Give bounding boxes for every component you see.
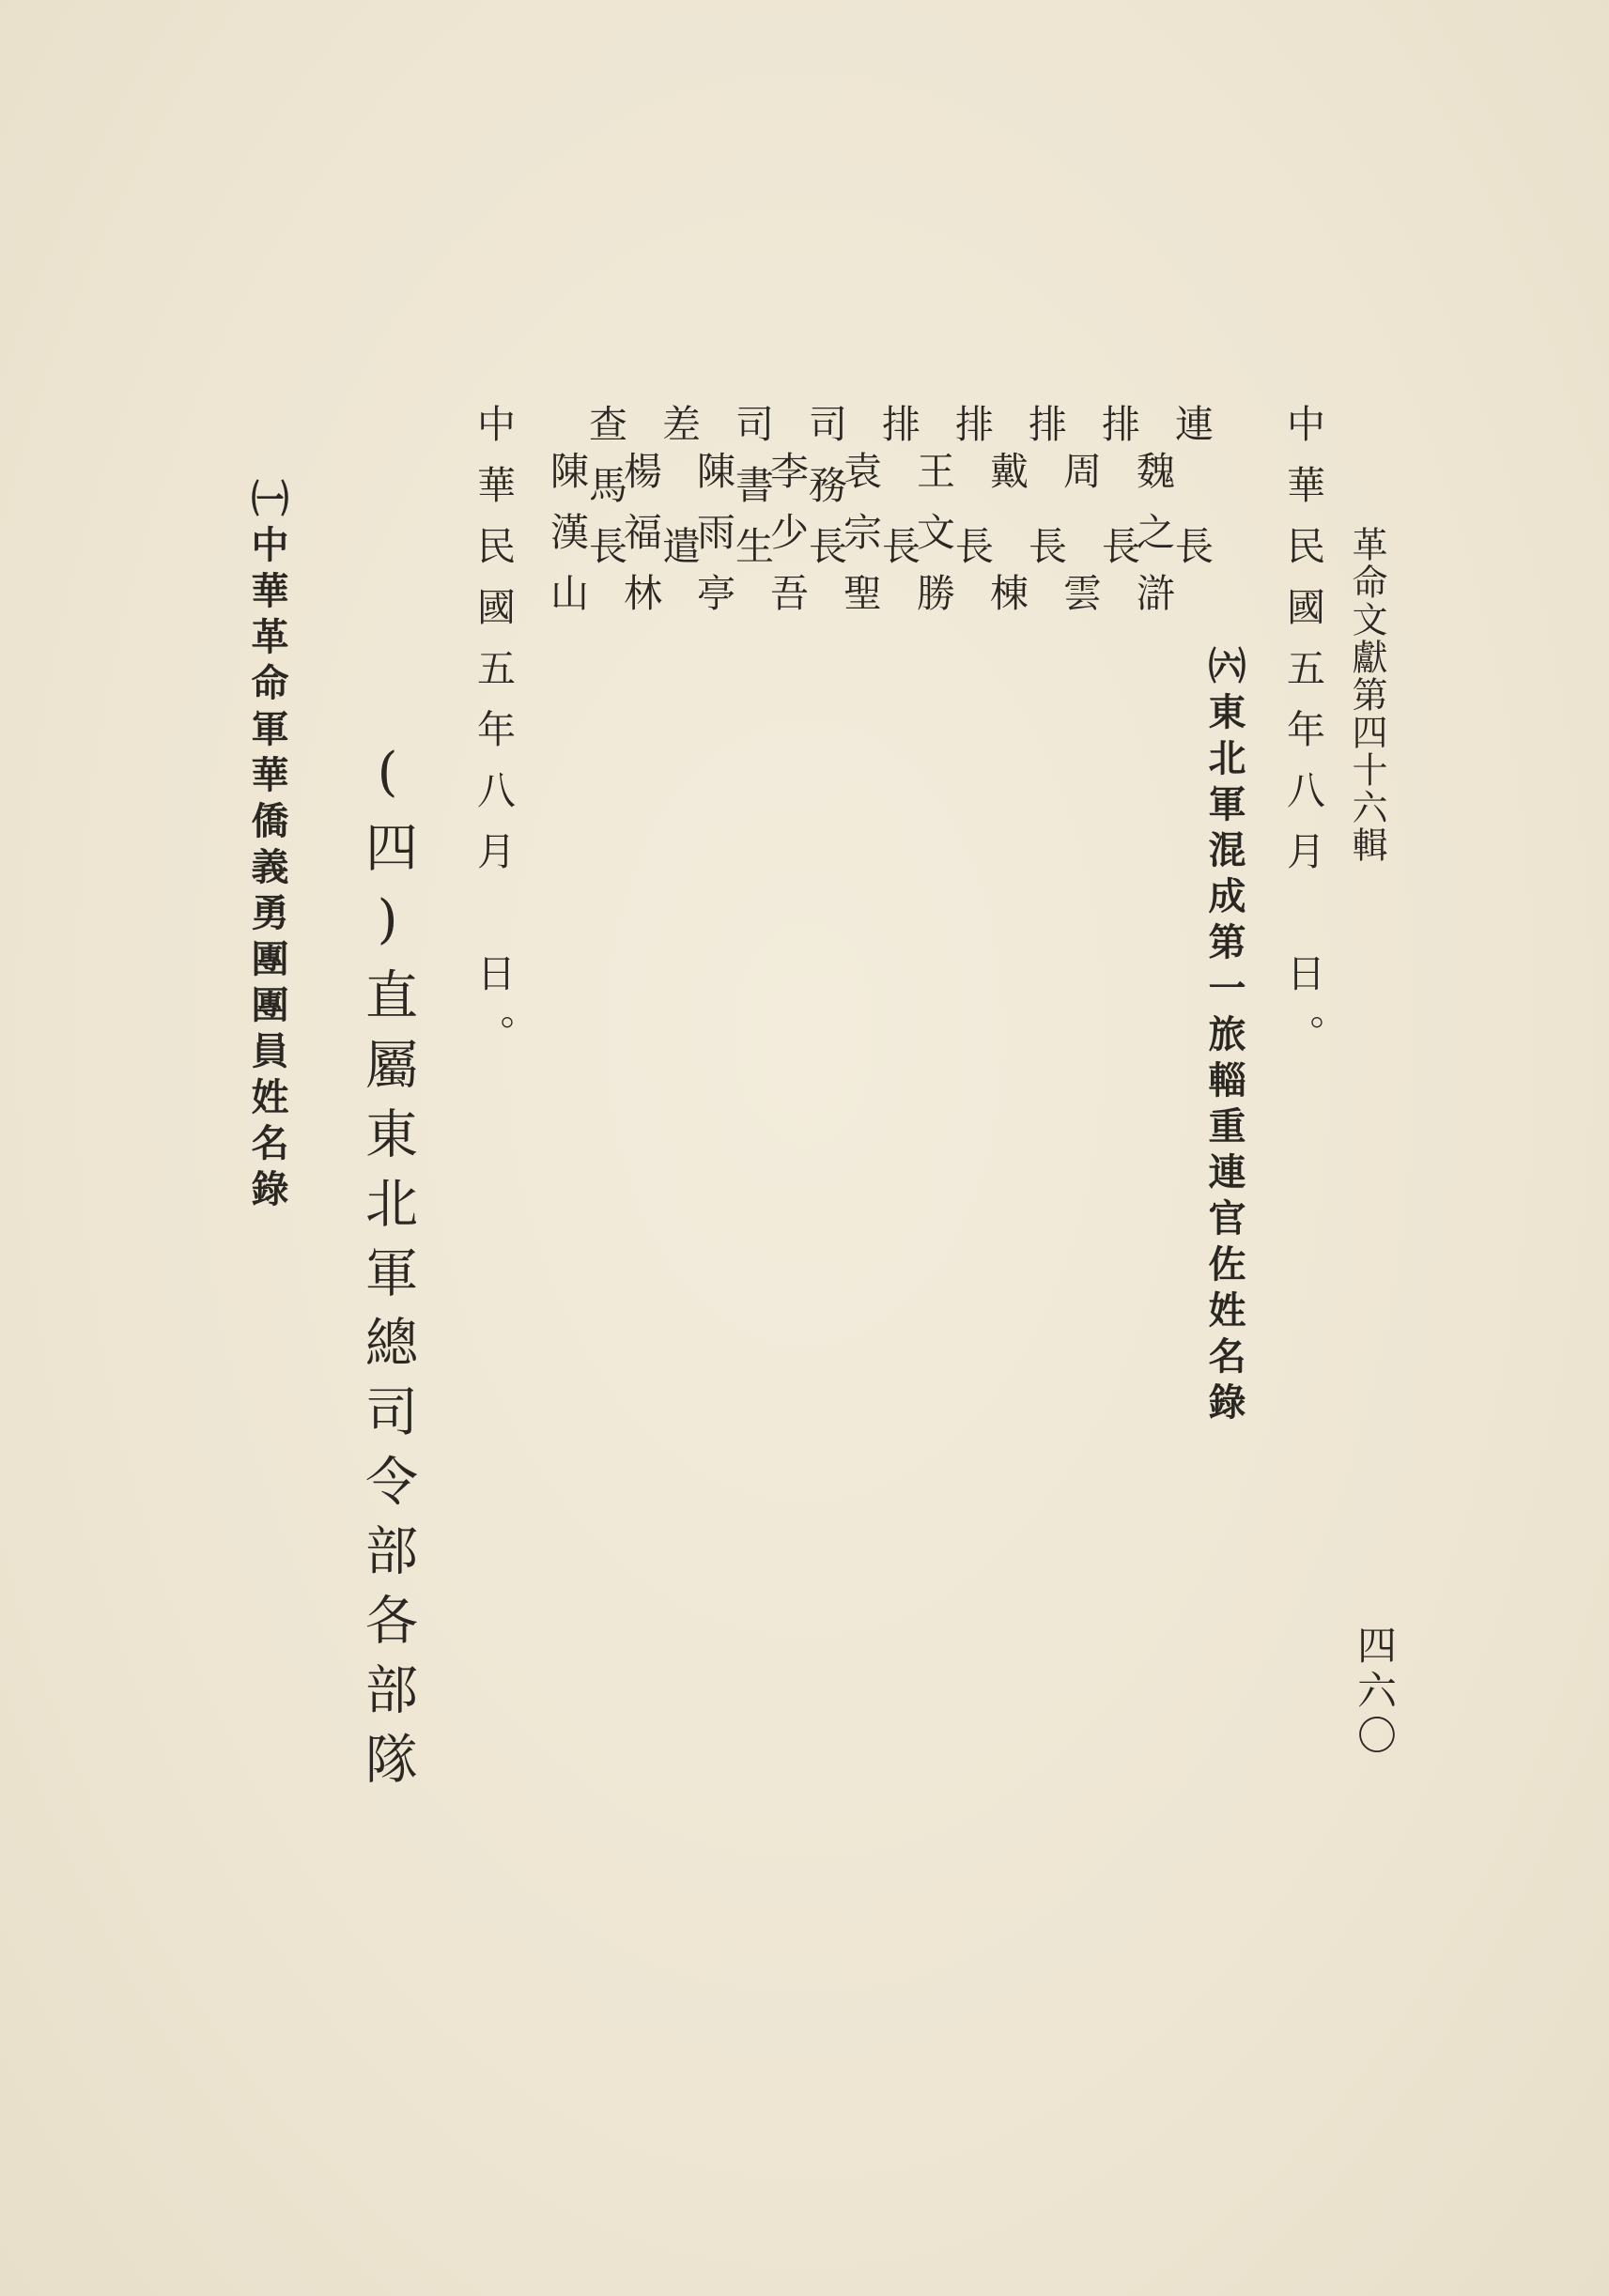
rank-title: 司書生 — [729, 404, 774, 587]
roster-row — [764, 404, 847, 634]
rank-title: 排 長 — [1022, 404, 1067, 587]
subsection-heading: ㈠中華革命軍華僑義勇團團員姓名錄 — [245, 479, 288, 1215]
roster-row — [837, 404, 921, 634]
roster-row — [690, 404, 774, 634]
rank-title: 司務長 — [802, 404, 847, 587]
section-heading: (四)直屬東北軍總司令部各部隊 — [357, 742, 418, 1801]
roster-row — [617, 404, 701, 634]
page-number: 四六〇 — [1352, 1625, 1398, 1760]
rank-title: 連 長 — [1168, 404, 1214, 587]
officer-name: 周 雲 — [1057, 451, 1102, 634]
officer-name: 李少吾 — [764, 451, 809, 634]
officer-name: 王文勝 — [910, 451, 955, 634]
officer-name: 陳雨亭 — [690, 451, 735, 634]
roster-row — [544, 404, 627, 634]
date-line-top: 中華民國五年八月 日。 — [1280, 404, 1325, 1075]
running-title: 革命文獻第四十六輯 — [1346, 526, 1387, 864]
date-line-bottom: 中華民國五年八月 日。 — [471, 404, 516, 1075]
roster-heading: ㈥東北軍混成第一旅輜重連官佐姓名錄 — [1202, 646, 1245, 1428]
officer-name: 袁宗聖 — [837, 451, 882, 634]
bleed-through-column — [1465, 404, 1519, 772]
officer-name: 戴 棟 — [983, 451, 1029, 634]
rank-title: 排 長 — [949, 404, 994, 587]
officer-name: 楊福林 — [617, 451, 662, 634]
roster-row — [1130, 404, 1214, 634]
officer-name: 陳漢山 — [544, 451, 589, 634]
officer-name: 魏之滸 — [1130, 451, 1175, 634]
rank-title: 排 長 — [1095, 404, 1140, 587]
rank-title: 排 長 — [875, 404, 921, 587]
rank-title: 查馬長 — [582, 404, 627, 587]
rank-title: 差 遣 — [656, 404, 701, 587]
roster-row — [910, 404, 994, 634]
roster-row — [1057, 404, 1140, 634]
roster-row — [983, 404, 1067, 634]
